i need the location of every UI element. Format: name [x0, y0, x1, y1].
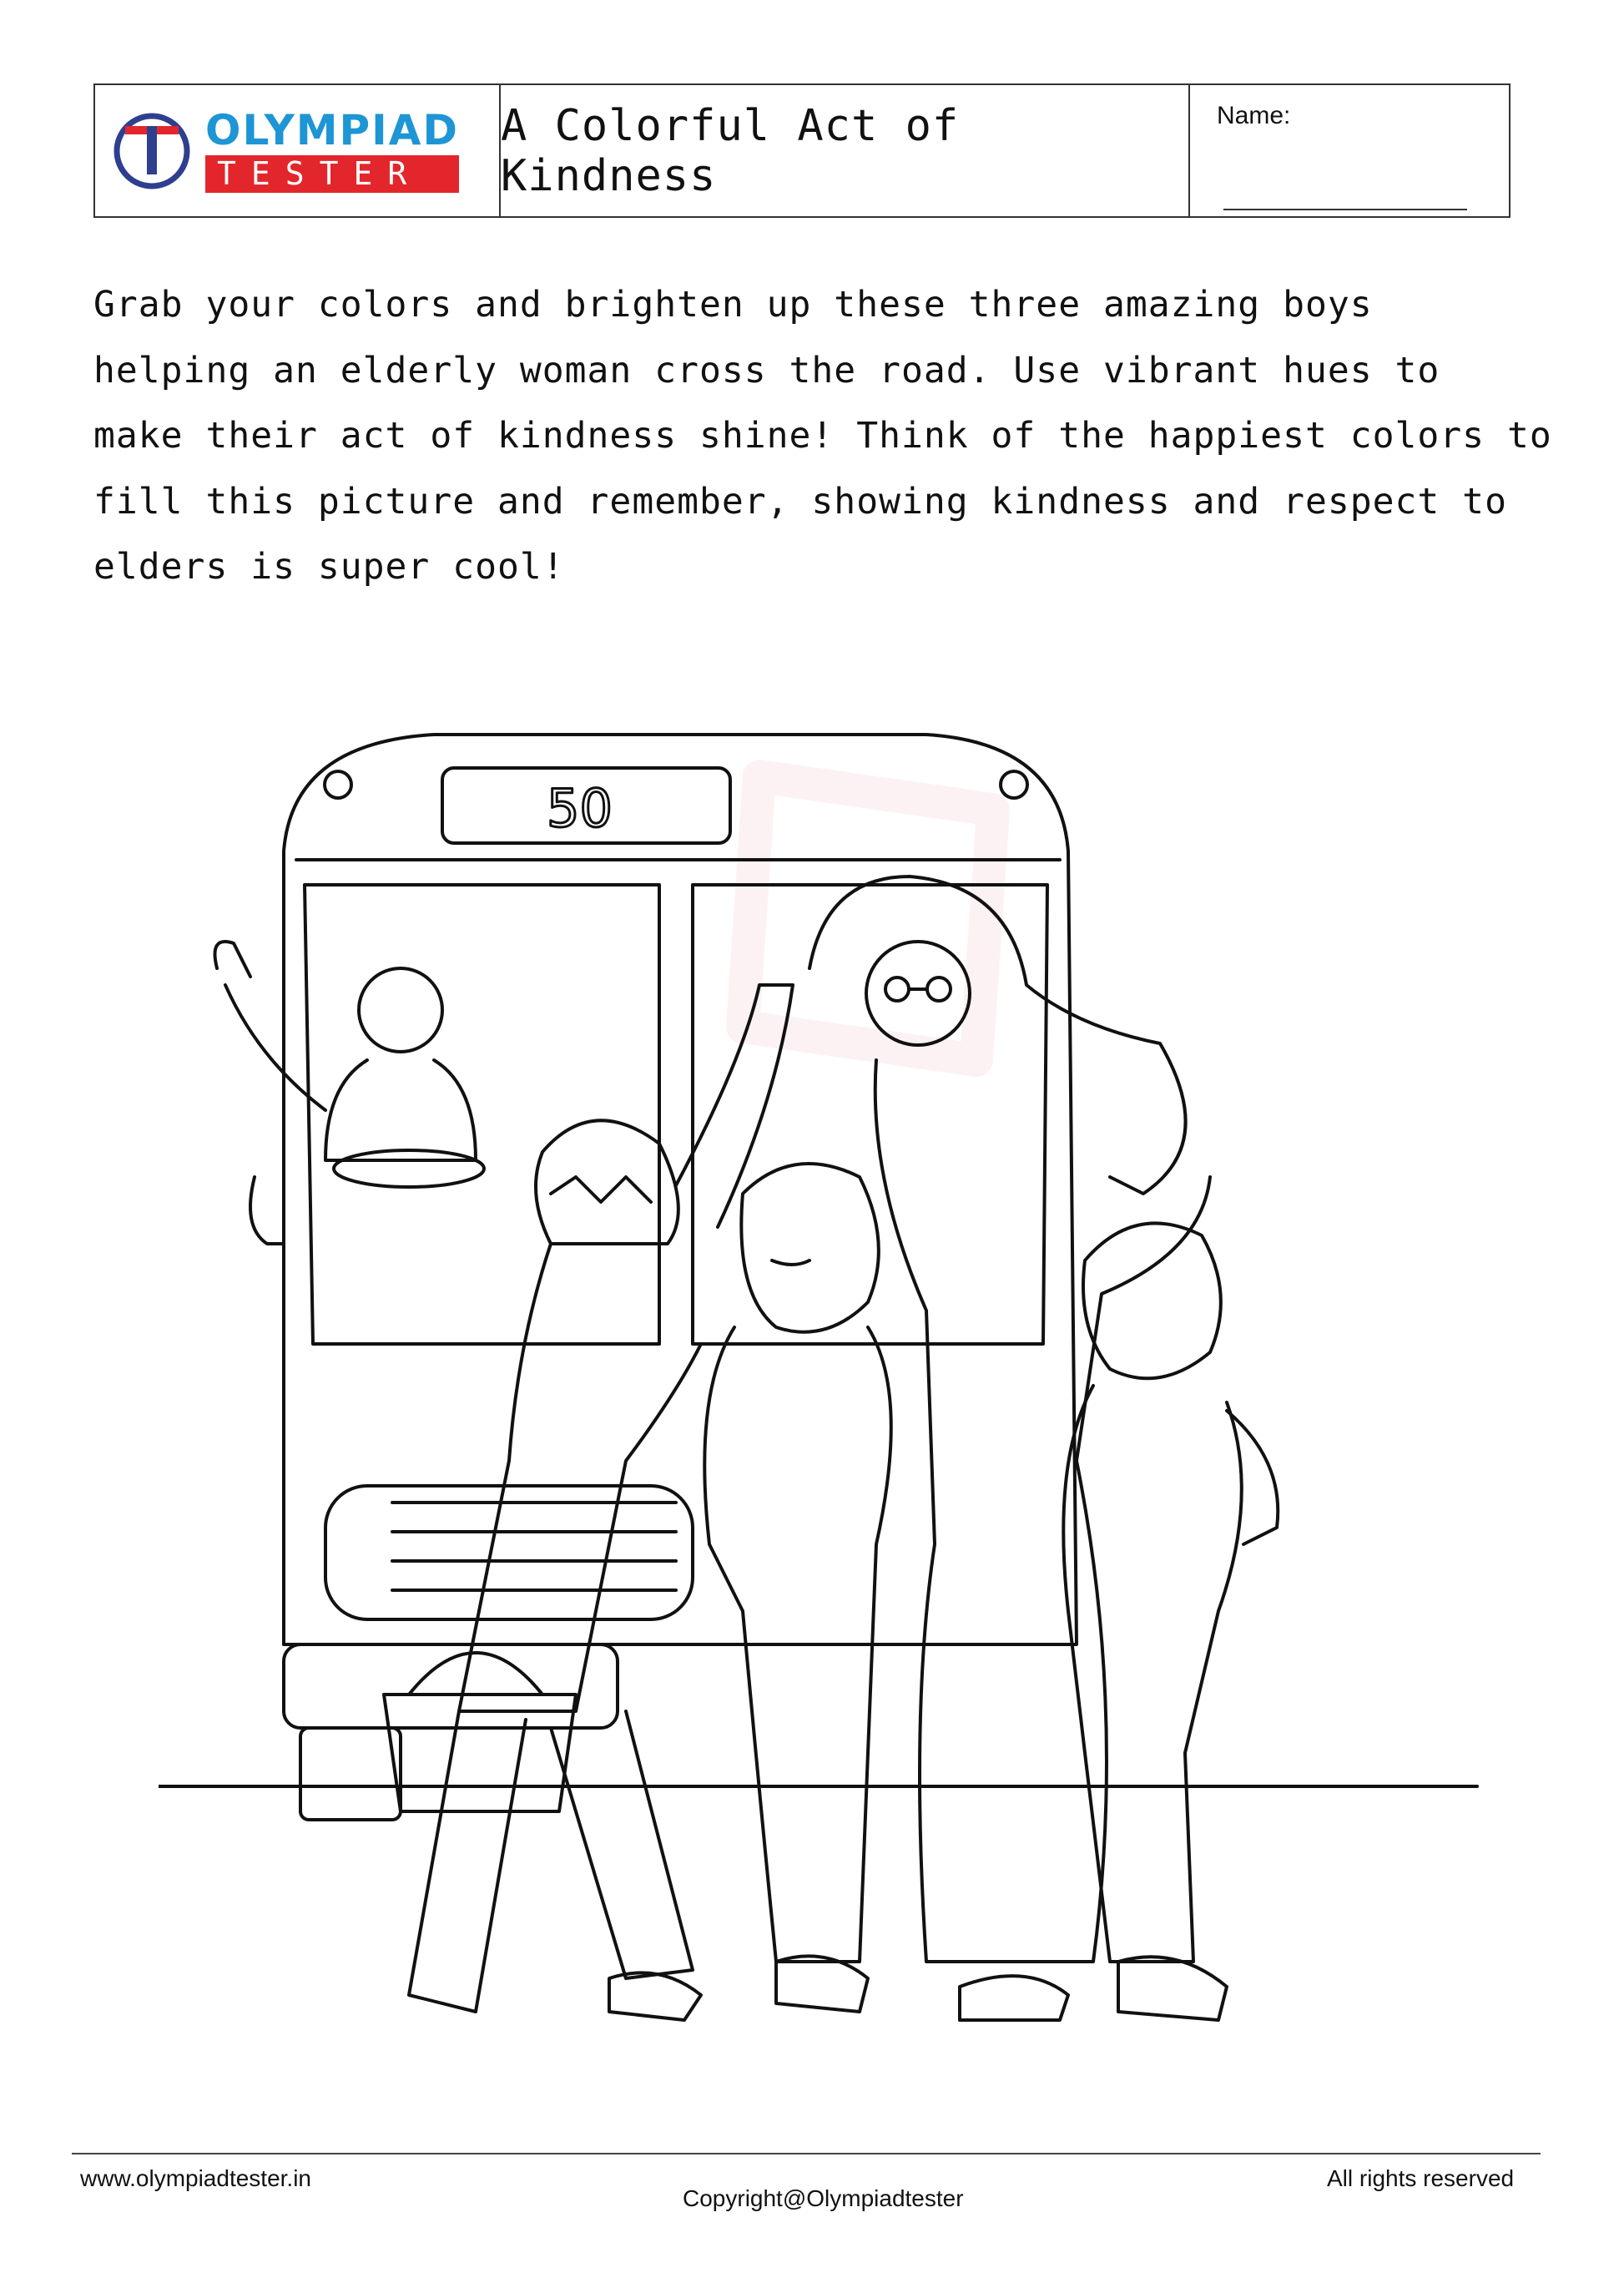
instruction-line: elders is super cool!: [93, 546, 565, 588]
page-title: A Colorful Act of Kindness: [501, 100, 960, 201]
logo-wordmark-bottom: TESTER: [205, 155, 459, 193]
coloring-illustration: [159, 710, 1494, 2079]
right-boy-drawing: [1063, 1223, 1278, 2020]
instructions-paragraph: [93, 272, 1552, 600]
name-label: Name:: [1217, 102, 1291, 129]
olympiad-logo-icon: [110, 109, 194, 193]
footer-divider: [72, 2153, 1541, 2154]
footer-website: www.olympiadtester.in: [80, 2165, 312, 2191]
logo: [95, 85, 501, 216]
instruction-line: fill this picture and remember, showing kindness and respect to: [93, 480, 1507, 523]
bus-drawing: [159, 735, 1477, 1820]
middle-boy-drawing: [704, 1164, 890, 2012]
watermark: [743, 776, 993, 1060]
bus-number: 50: [547, 778, 613, 839]
bus-driver-drawing: [215, 942, 485, 1187]
name-underline: [1223, 209, 1467, 210]
instruction-line: make their act of kindness shine! Think of the happiest colors to: [93, 415, 1552, 457]
instruction-line: helping an elderly woman cross the road. Use vibrant hues to: [93, 349, 1440, 391]
footer-copyright: Copyright@Olympiadtester: [683, 2185, 964, 2211]
worksheet-header: [93, 83, 1511, 218]
footer-rights: All rights reserved: [1327, 2165, 1515, 2191]
name-field[interactable]: [1190, 85, 1509, 216]
instruction-line: Grab your colors and brighten up these three amazing boys: [93, 284, 1373, 326]
logo-wordmark-top: OLYMPIAD: [205, 106, 459, 154]
